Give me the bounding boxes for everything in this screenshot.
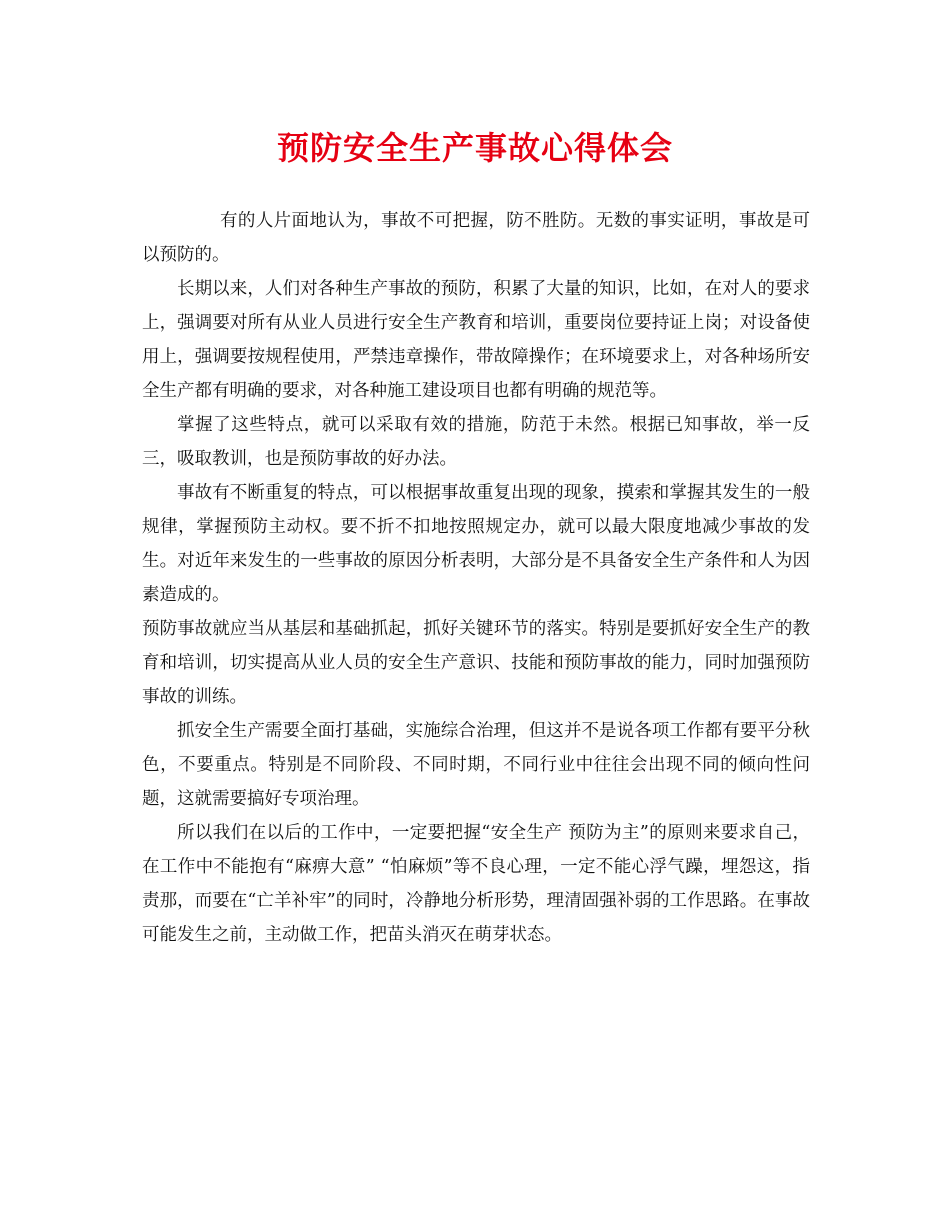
paragraph-2: 长期以来，人们对各种生产事故的预防，积累了大量的知识，比如，在对人的要求上，强调要对所有从业人员进行安全生产教育和培训，重要岗位要持证上岗；对设备使用上，强调要按规程使用，严禁违章操作，带故障操作；在环境要求上，对各种场所安全生产都有明确的要求，对各种施工建设项目也都有明确的规范等。	[142, 279, 810, 401]
paragraph-7: 所以我们在以后的工作中，一定要把握“安全生产 预防为主”的原则来要求自己，在工作中不能抱有“麻痹大意” “怕麻烦”等不良心理，一定不能心浮气躁，埋怨这，指责那，而要在“亡羊补牢”的同时，冷静地分析形势，理清固强补弱的工作思路。在事故可能发生之前，主动做工作，把苗头消灭在萌芽状态。	[142, 823, 810, 945]
paragraph-1: 有的人片面地认为，事故不可把握，防不胜防。无数的事实证明，事故是可以预防的。	[142, 211, 810, 265]
paragraph-6: 抓安全生产需要全面打基础，实施综合治理，但这并不是说各项工作都有要平分秋色，不要重点。特别是不同阶段、不同时期，不同行业中往往会出现不同的倾向性问题，这就需要搞好专项治理。	[142, 721, 810, 809]
document-title: 预防安全生产事故心得体会	[276, 129, 673, 167]
paragraph-4: 事故有不断重复的特点，可以根据事故重复出现的现象，摸索和掌握其发生的一般规律，掌握预防主动权。要不折不扣地按照规定办，就可以最大限度地减少事故的发生。对近年来发生的一些事故的原因分析表明，大部分是不具备安全生产条件和人为因素造成的。	[142, 483, 810, 605]
paragraph-5: 预防事故就应当从基层和基础抓起，抓好关键环节的落实。特别是要抓好安全生产的教育和培训，切实提高从业人员的安全生产意识、技能和预防事故的能力，同时加强预防事故的训练。	[142, 619, 810, 707]
document-body	[142, 204, 810, 952]
paragraph-3: 掌握了这些特点，就可以采取有效的措施，防范于未然。根据已知事故，举一反三，吸取教训，也是预防事故的好办法。	[142, 415, 810, 469]
